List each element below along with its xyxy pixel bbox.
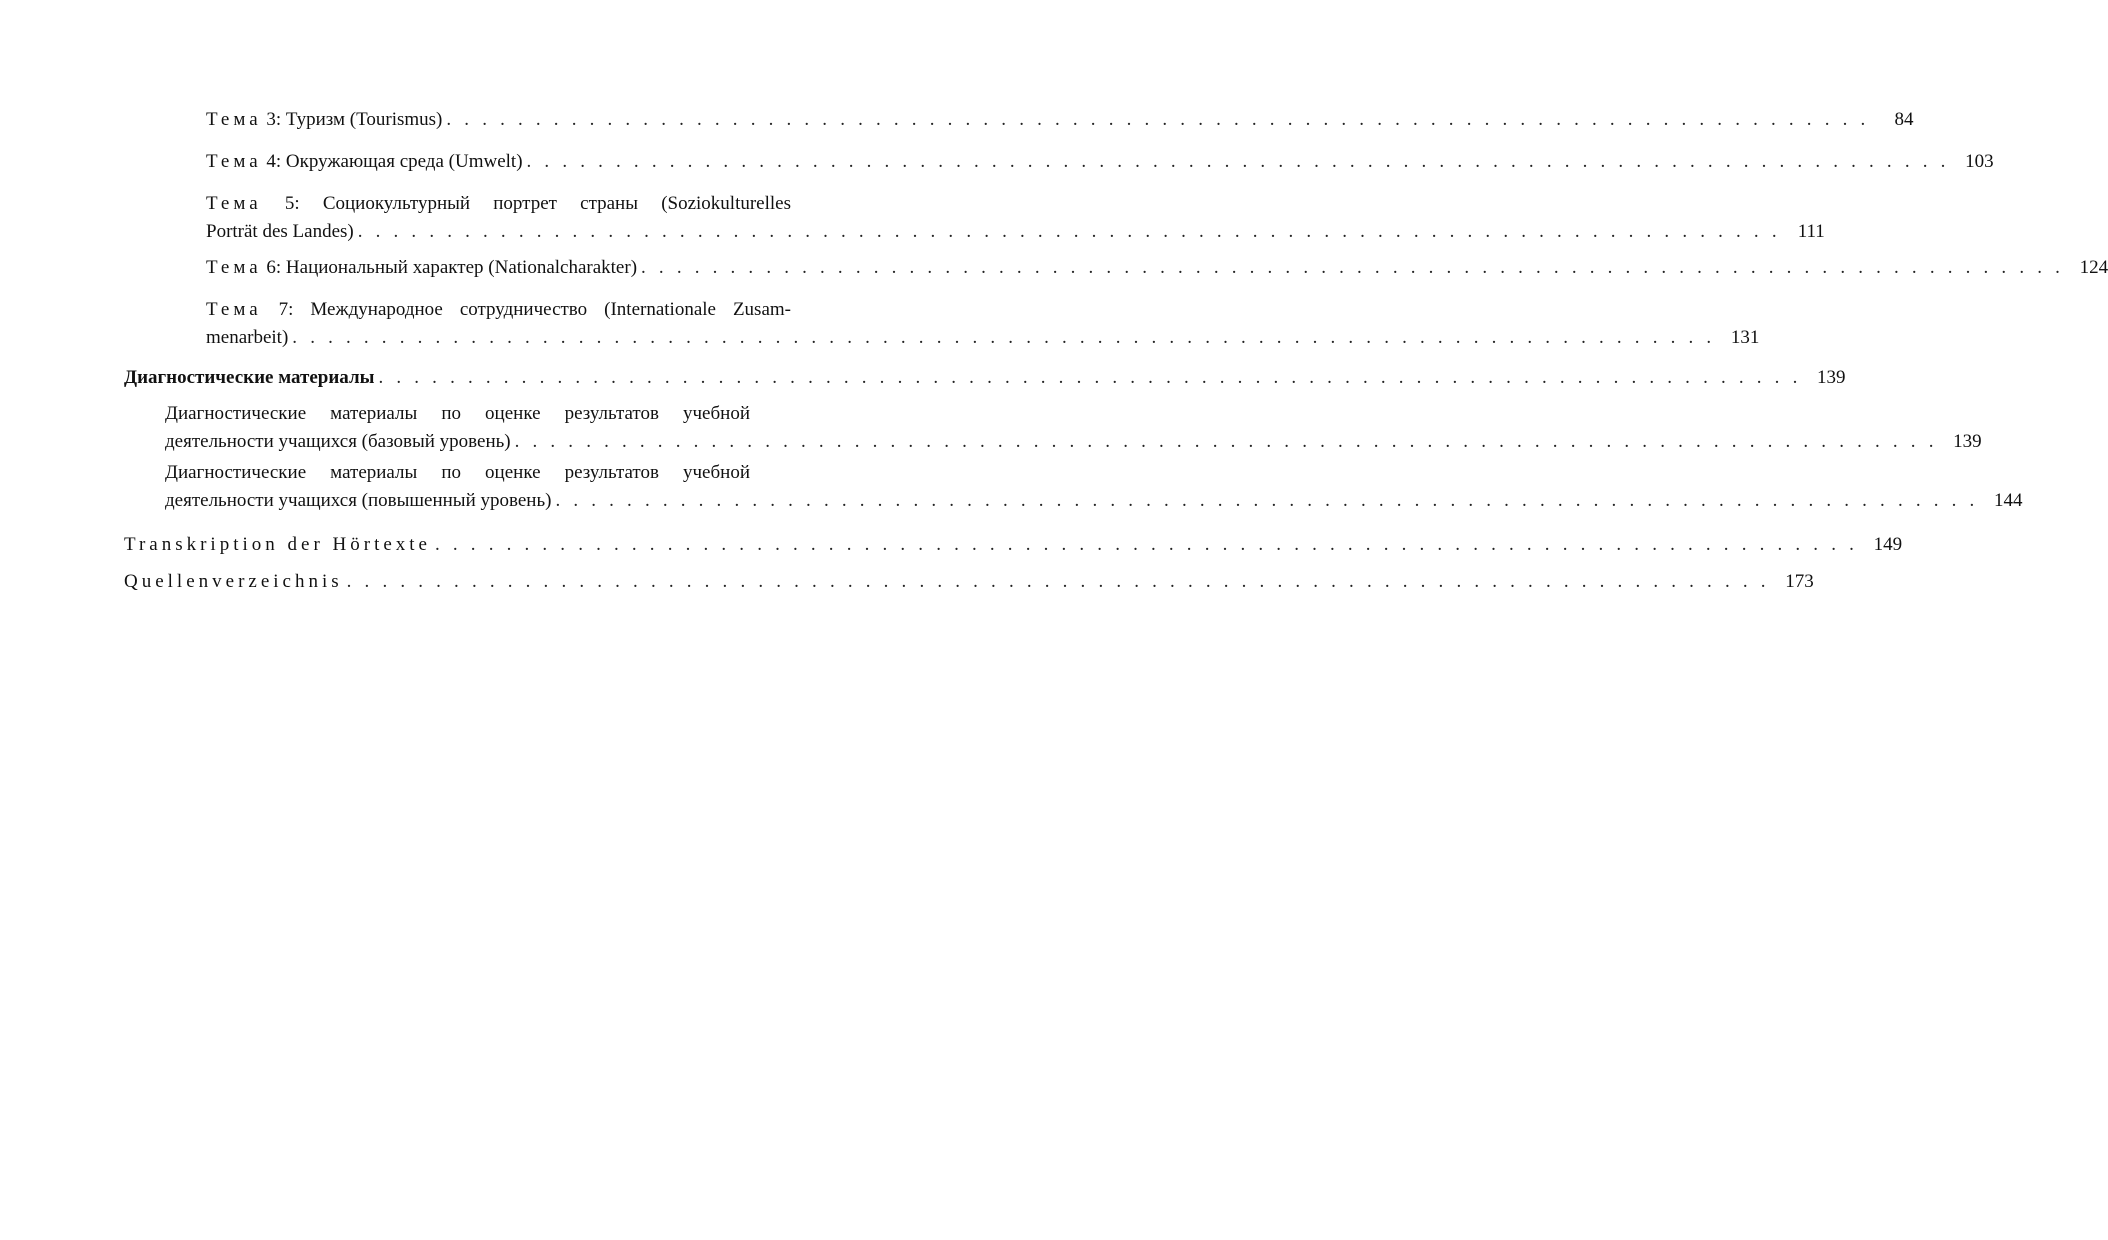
toc-entry-diagnostics-basic[interactable] <box>165 400 1982 456</box>
dot-leader: . . . . . . . . . . . . . . . . . . . . . . . . . . . . . . . . . . . . . . . . . . . . . . . . . . . . . . . . . . . . . . . . . . . . . . . . . . . . . . . . <box>641 257 2065 278</box>
theme-prefix: Тема <box>206 109 262 130</box>
dot-leader: . . . . . . . . . . . . . . . . . . . . . . . . . . . . . . . . . . . . . . . . . . . . . . . . . . . . . . . . . . . . . . . . . . . . . . . . . . . . . . . . <box>514 431 1938 452</box>
page-number: 139 <box>1817 367 1846 388</box>
theme-prefix: Тема <box>206 151 262 172</box>
page-number: 103 <box>1965 151 1994 172</box>
dot-leader: . . . . . . . . . . . . . . . . . . . . . . . . . . . . . . . . . . . . . . . . . . . . . . . . . . . . . . . . . . . . . . . . . . . . . . . . . . . . . . . . <box>526 151 1950 172</box>
toc-entry-title-line-2: деятельности учащихся (базовый уровень) <box>165 431 511 452</box>
toc-entry-diagnostics-advanced[interactable] <box>165 459 2023 515</box>
page-number: 139 <box>1953 431 1982 452</box>
dot-leader: . . . . . . . . . . . . . . . . . . . . . . . . . . . . . . . . . . . . . . . . . . . . . . . . . . . . . . . . . . . . . . . . . . . . . . . . . . . . . . . . <box>346 571 1770 592</box>
toc-entry-transcription[interactable] <box>124 531 1903 559</box>
dot-leader: . . . . . . . . . . . . . . . . . . . . . . . . . . . . . . . . . . . . . . . . . . . . . . . . . . . . . . . . . . . . . . . . . . . . . . . . . . . . . . . . <box>292 327 1716 348</box>
toc-entry-theme-6[interactable] <box>206 254 2108 282</box>
page-number: 149 <box>1873 534 1903 555</box>
toc-entry-theme-4[interactable] <box>206 148 1994 176</box>
toc-entry-theme-3[interactable] <box>206 106 1914 134</box>
dot-leader: . . . . . . . . . . . . . . . . . . . . . . . . . . . . . . . . . . . . . . . . . . . . . . . . . . . . . . . . . . . . . . . . . . . . . . . . . . . . . . . . <box>555 490 1979 511</box>
toc-entry-title-line-1: Диагностические материалы по оценке результатов учебной <box>165 403 750 424</box>
dot-leader: . . . . . . . . . . . . . . . . . . . . . . . . . . . . . . . . . . . . . . . . . . . . . . . . . . . . . . . . . . . . . . . . . . . . . . . . . . . . . . . . <box>378 367 1802 388</box>
toc-entry-theme-7[interactable] <box>206 296 1760 352</box>
dot-leader: . . . . . . . . . . . . . . . . . . . . . . . . . . . . . . . . . . . . . . . . . . . . . . . . . . . . . . . . . . . . . . . . . . . . . . . . . . . . . . . . <box>435 534 1859 555</box>
page-number: 131 <box>1730 327 1760 348</box>
toc-entry-title: Transkription der Hörtexte <box>124 534 431 555</box>
toc-entry-title: 6: Национальный характер (Nationalcharakter) <box>261 257 638 278</box>
page-number: 173 <box>1785 571 1814 592</box>
toc-entry-title-line-2: деятельности учащихся (повышенный уровень) <box>165 490 552 511</box>
page-number: 144 <box>1994 490 2023 511</box>
toc-entry-title-line-1: Диагностические материалы по оценке результатов учебной <box>165 462 750 483</box>
toc-entry-sources[interactable] <box>124 568 1814 596</box>
toc-entry-title: 4: Окружающая среда (Umwelt) <box>261 151 523 172</box>
toc-entry-title-line-1: 5: Социокультурный портрет страны (Soziokulturelles <box>261 193 791 214</box>
toc-entry-title-line-2: menarbeit) <box>206 327 289 348</box>
toc-entry-title: Диагностические материалы <box>124 367 375 388</box>
toc-entry-title: 3: Туризм (Tourismus) <box>261 109 443 130</box>
dot-leader: . . . . . . . . . . . . . . . . . . . . . . . . . . . . . . . . . . . . . . . . . . . . . . . . . . . . . . . . . . . . . . . . . . . . . . . . . . . . . . . . <box>446 109 1870 130</box>
toc-entry-title-line-1: 7: Международное сотрудничество (Internationale Zusam- <box>261 299 791 320</box>
toc-entry-diagnostics[interactable] <box>124 364 1846 392</box>
toc-entry-theme-5[interactable] <box>206 190 1825 246</box>
page-number: 84 <box>1894 109 1914 130</box>
theme-prefix: Тема <box>206 193 262 214</box>
page-number: 124 <box>2079 257 2108 278</box>
page-number: 111 <box>1797 221 1825 242</box>
dot-leader: . . . . . . . . . . . . . . . . . . . . . . . . . . . . . . . . . . . . . . . . . . . . . . . . . . . . . . . . . . . . . . . . . . . . . . . . . . . . . . . . <box>357 221 1781 242</box>
toc-entry-title: Quellenverzeichnis <box>124 571 343 592</box>
theme-prefix: Тема <box>206 257 262 278</box>
toc-entry-title-line-2: Porträt des Landes) <box>206 221 354 242</box>
theme-prefix: Тема <box>206 299 262 320</box>
